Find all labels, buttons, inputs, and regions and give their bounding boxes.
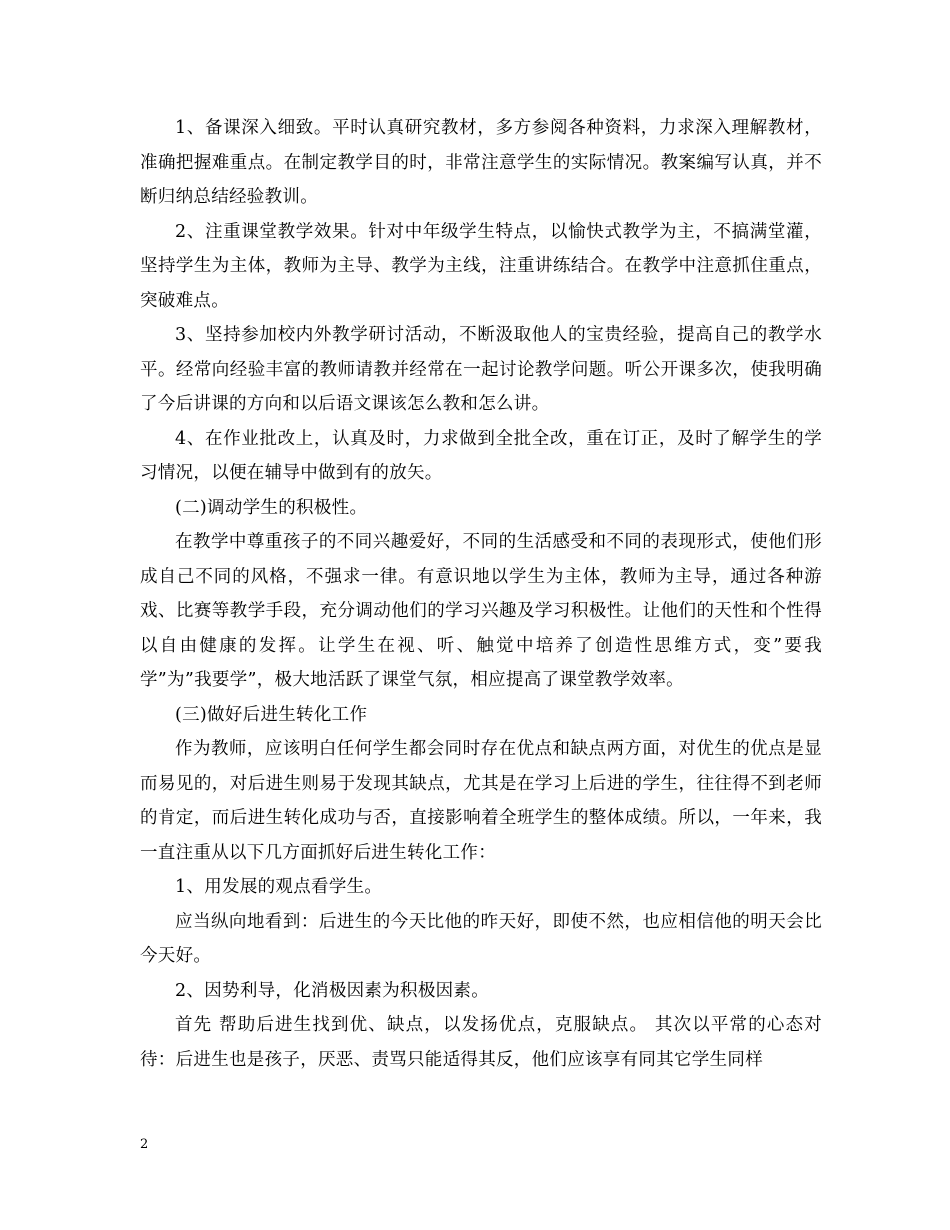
paragraph-lesson-preparation: 1、备课深入细致。平时认真研究教材，多方参阅各种资料，力求深入理解教材，准确把握难重点。在制定教学目的时，非常注意学生的实际情况。教案编写认真，并不断归纳总结经验教训。 [140,118,822,207]
paragraph-guidance: 2、因势利导，化消极因素为积极因素。 [175,980,490,1001]
paragraph-classroom-effect: 2、注重课堂教学效果。针对中年级学生特点，以愉快式教学为主，不搞满堂灌，坚持学生为主体，教师为主导、教学为主线，注重讲练结合。在教学中注意抓住重点， 突破难点。 [140,221,822,311]
paragraph-homework-correction: 4、在作业批改上，认真及时，力求做到全批全改，重在订正，及时了解学生的学习情况，以便在辅导中做到有的放矢。 [140,428,822,483]
paragraph-teacher-perspective: 作为教师，应该明白任何学生都会同时存在优点和缺点两方面，对优生的优点是显而易见的，对后进生则易于发现其缺点，尤其是在学习上后进的学生，往往得不到老师的肯定，而后进生转化成功与否，直接影响着全班学生的整体成绩。所以，一年来，我一直注重从以下几方面抓好后进生转化工作： [140,739,822,863]
document-body [140,111,822,1077]
paragraph-student-interest: 在教学中尊重孩子的不同兴趣爱好，不同的生活感受和不同的表现形式，使他们形成自己不同的风格，不强求一律。有意识地以学生为主体，教师为主导，通过各种游戏、比赛等教学手段，充分调动他们的学习兴趣及学习积极性。让他们的天性和个性得以自由健康的发挥。让学生在视、听、触觉中培养了创造性思维方式，变”要我学”为”我要学”，极大地活跃了课堂气氛，相应提高了课堂教学效率。 [140,532,822,690]
paragraph-vertical-view: 应当纵向地看到：后进生的今天比他的昨天好，即使不然，也应相信他的明天会比今天好。 [140,911,822,966]
section-heading-motivation: (二)调动学生的积极性。 [175,497,368,518]
paragraph-strengths-weaknesses: 首先 帮助后进生找到优、缺点，以发扬优点，克服缺点。 其次以平常的心态对待：后进生也是孩子，厌恶、责骂只能适得其反，他们应该享有同其它学生同样 [140,1015,822,1070]
paragraph-teaching-research: 3、坚持参加校内外教学研讨活动，不断汲取他人的宝贵经验，提高自己的教学水平。经常向经验丰富的教师请教并经常在一起讨论教学问题。听公开课多次，使我明确了今后讲课的方向和以后语文课该怎么教和怎么讲。 [140,325,822,414]
page-number: 2 [140,1137,149,1152]
section-heading-underachievers: (三)做好后进生转化工作 [175,704,368,725]
paragraph-development-view: 1、用发展的观点看学生。 [175,877,383,897]
